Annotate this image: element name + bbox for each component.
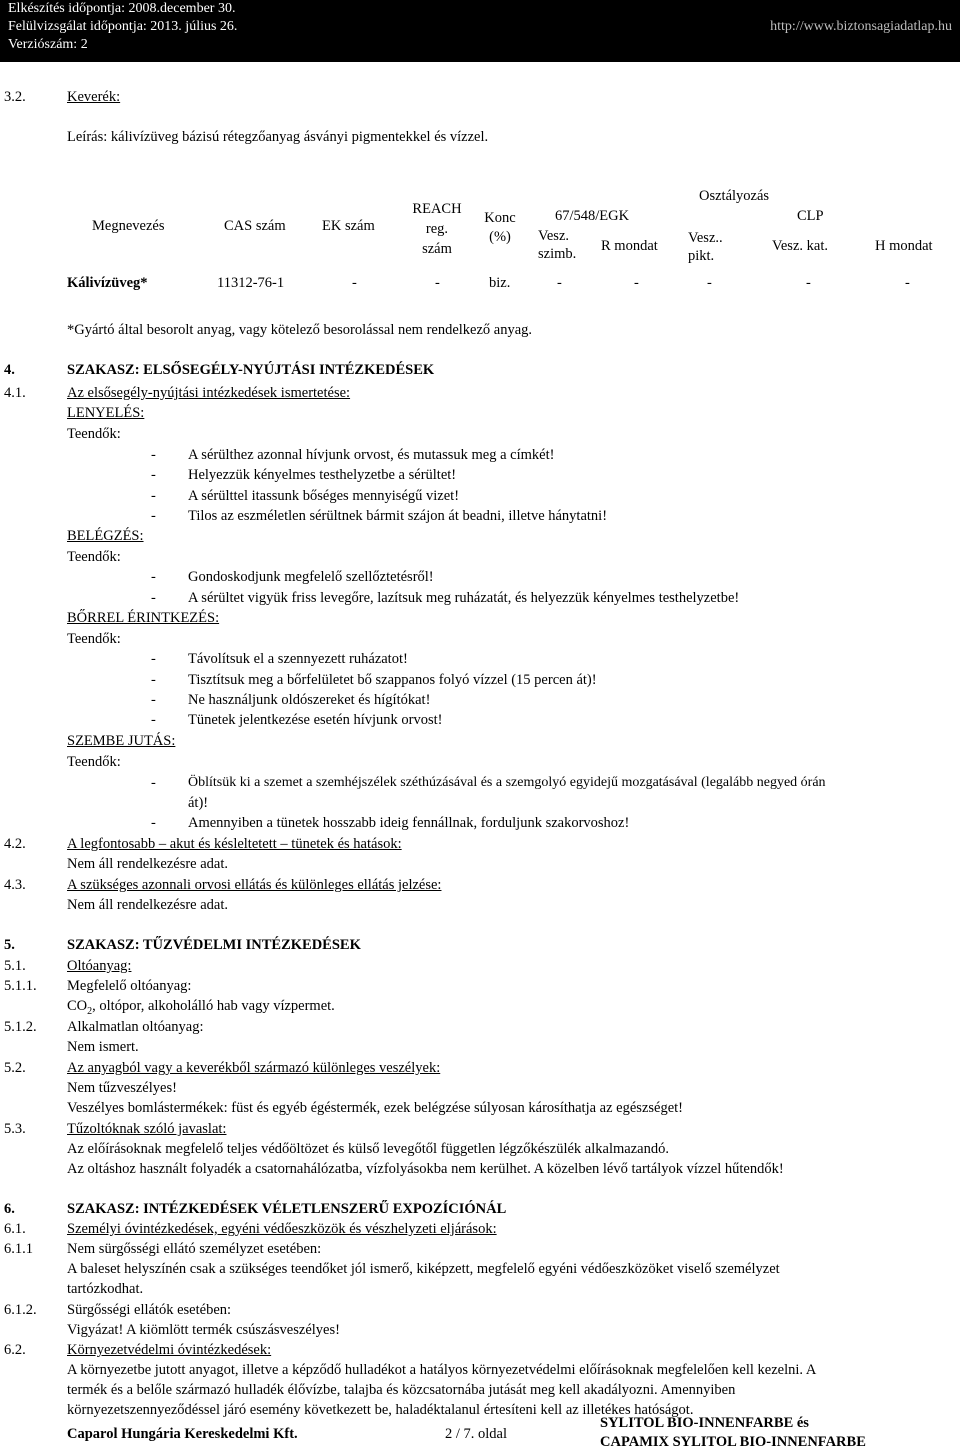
s62-title: Környezetvédelmi óvintézkedések: (67, 1342, 272, 1358)
th-vesz-pikt: Vesz.. pikt. (688, 230, 723, 264)
lenyeles-heading: LENYELÉS: (67, 405, 145, 421)
row-h-mondat: - (905, 275, 910, 291)
s5-number: 5. (4, 937, 15, 953)
s43-text: Nem áll rendelkezésre adat. (67, 897, 229, 913)
s611-text2: tartózkodhat. (67, 1281, 144, 1297)
s51-title: Oltóanyag: (67, 958, 132, 974)
row-cas: 11312-76-1 (217, 275, 285, 291)
s5-title: SZAKASZ: TŰZVÉDELMI INTÉZKEDÉSEK (67, 937, 361, 953)
s61-title: Személyi óvintézkedések, egyéni védőeszközök és vészhelyzeti eljárások: (67, 1221, 497, 1237)
teendok-label: Teendők: (67, 631, 121, 647)
version-number: Verziószám: 2 (8, 37, 88, 52)
s6-number: 6. (4, 1201, 15, 1217)
s6-title: SZAKASZ: INTÉZKEDÉSEK VÉLETLENSZERŰ EXPOZÍCIÓNÁL (67, 1201, 507, 1217)
row-ek: - (352, 275, 357, 291)
s52-text2: Veszélyes bomlástermékek: füst és egyéb égéstermék, ezek belégzése súlyosan károsíthatja az egészséget! (67, 1100, 683, 1116)
s42-text: Nem áll rendelkezésre adat. (67, 856, 229, 872)
footer-company: Caparol Hungária Kereskedelmi Kft. (67, 1426, 298, 1442)
s32-title: Keverék: (67, 89, 121, 105)
list-item: Ne használjunk oldószereket és hígítókat! (188, 692, 431, 708)
s51-number: 5.1. (4, 958, 26, 974)
s43-title: A szükséges azonnali orvosi ellátás és különleges ellátás jelzése: (67, 877, 442, 893)
s611-number: 6.1.1 (4, 1241, 33, 1257)
s32-description: Leírás: kálivízüveg bázisú rétegzőanyag ásványi pigmentekkel és vízzel. (67, 129, 489, 145)
page-header (0, 0, 960, 62)
th-vesz-kat: Vesz. kat. (772, 238, 828, 254)
th-ek: EK szám (322, 218, 375, 234)
s42-number: 4.2. (4, 836, 26, 852)
th-cas: CAS szám (224, 218, 286, 234)
row-vesz-pikt: - (707, 275, 712, 291)
list-item: Távolítsuk el a szennyezett ruházatot! (188, 651, 408, 667)
row-vesz-kat: - (806, 275, 811, 291)
s62-text2: termék és a belőle származó hulladék élővízbe, talajba és közcsatornába jutását meg kell akadályozni. Amennyiben (67, 1382, 736, 1398)
th-konc: Konc (%) (484, 210, 516, 245)
list-item: Helyezzük kényelmes testhelyzetbe a sérültet! (188, 467, 457, 483)
s62-number: 6.2. (4, 1342, 26, 1358)
th-clp: CLP (797, 208, 824, 224)
s511-text: $CO_2$, oltópor, alkoholálló hab vagy vízpermet. (67, 998, 335, 1017)
list-item: Tisztítsuk meg a bőrfelületet bő szappanos folyó vízzel (15 percen át)! (188, 672, 597, 688)
row-name: Kálivízüveg* (67, 275, 148, 291)
list-item: Tünetek jelentkezése esetén hívjunk orvost! (188, 712, 443, 728)
s52-number: 5.2. (4, 1060, 26, 1076)
table-footnote: *Gyártó által besorolt anyag, vagy kötelező besorolással nem rendelkező anyag. (67, 322, 533, 338)
s612-number: 6.1.2. (4, 1302, 37, 1318)
s612-title: Sürgősségi ellátók esetében: (67, 1302, 232, 1318)
teendok-label: Teendők: (67, 754, 121, 770)
list-item: Öblítsük ki a szemet a szemhéjszélek széthúzásával és a szemgolyó egyidejű mozgatásával (legalább negyed órán (188, 775, 826, 790)
s52-title: Az anyagból vagy a keverékből származó különleges veszélyek: (67, 1060, 441, 1076)
s512-text: Nem ismert. (67, 1039, 139, 1055)
teendok-label: Teendők: (67, 426, 121, 442)
s611-text1: A baleset helyszínén csak a szükséges teendőket jól ismerő, kiképzett, megfelelő egyéni védőeszközöket viselő személyzet (67, 1261, 780, 1277)
created-date: Elkészítés időpontja: 2008.december 30. (8, 1, 236, 16)
s53-text2: Az oltáshoz használt folyadék a csatornahálózatba, vízfolyásokba nem kerülhet. A közelben lévő tartályok vízzel hűtendők! (67, 1161, 784, 1177)
th-osztalyozas: Osztályozás (699, 188, 770, 204)
s41-title: Az elsősegély-nyújtási intézkedések ismertetése: (67, 385, 351, 401)
s41-number: 4.1. (4, 385, 26, 401)
s4-number: 4. (4, 362, 15, 378)
list-item-cont: át)! (188, 795, 209, 811)
th-reach: REACH reg. szám (412, 201, 462, 257)
th-egk: 67/548/EGK (555, 208, 630, 224)
teendok-label: Teendők: (67, 549, 121, 565)
s512-title: Alkalmatlan oltóanyag: (67, 1019, 204, 1035)
row-vesz-szimb: - (557, 275, 562, 291)
s53-number: 5.3. (4, 1121, 26, 1137)
header-url[interactable]: http://www.biztonsagiadatlap.hu (770, 19, 952, 34)
szembe-heading: SZEMBE JUTÁS: (67, 733, 176, 749)
s511-number: 5.1.1. (4, 978, 37, 994)
belegzes-heading: BELÉGZÉS: (67, 528, 144, 544)
list-item: Tilos az eszméletlen sérültnek bármit szájon át beadni, illetve hánytatni! (188, 508, 608, 524)
footer-product: SYLITOL BIO-INNENFARBE és CAPAMIX SYLITOL BIO-INNENFARBE (600, 1415, 866, 1450)
row-konc: biz. (489, 275, 511, 291)
s42-title: A legfontosabb – akut és késleltetett – tünetek és hatások: (67, 836, 402, 852)
row-r-mondat: - (634, 275, 639, 291)
s512-number: 5.1.2. (4, 1019, 37, 1035)
footer-page: 2 / 7. oldal (445, 1426, 508, 1442)
s511-title: Megfelelő oltóanyag: (67, 978, 192, 994)
s62-text3: környezetszennyeződéssel járó esemény következett be, haladéktalanul értesíteni kell az illetékes hatóságot. (67, 1402, 694, 1418)
list-item: A sérültet vigyük friss levegőre, lazítsuk meg ruházatát, és helyezzük kényelmes testhelyzetbe! (188, 590, 740, 606)
s611-title: Nem sürgősségi ellátó személyzet esetében: (67, 1241, 322, 1257)
s53-text1: Az előírásoknak megfelelő teljes védőöltözet és külső levegőtől független légzőkészülék alkalmazandó. (67, 1141, 669, 1157)
revision-date: Felülvizsgálat időpontja: 2013. július 26. (8, 19, 238, 34)
s62-text1: A környezetbe jutott anyagot, illetve a képződő hulladékot a hatályos környezetvédelmi előírásoknak megfelelően kell kezelni. A (67, 1362, 817, 1378)
row-reach: - (435, 275, 440, 291)
list-item: A sérülttel itassunk bőséges mennyiségű vizet! (188, 488, 460, 504)
s32-number: 3.2. (4, 89, 26, 105)
s61-number: 6.1. (4, 1221, 26, 1237)
th-r-mondat: R mondat (601, 238, 658, 254)
s4-title: SZAKASZ: ELSŐSEGÉLY-NYÚJTÁSI INTÉZKEDÉSEK (67, 362, 435, 378)
list-item: Amennyiben a tünetek hosszabb ideig fennállnak, forduljunk szakorvoshoz! (188, 815, 630, 831)
s612-text: Vigyázat! A kiömlött termék csúszásveszélyes! (67, 1322, 340, 1338)
th-name: Megnevezés (92, 218, 165, 234)
s43-number: 4.3. (4, 877, 26, 893)
list-item: Gondoskodjunk megfelelő szellőztetésről! (188, 569, 434, 585)
s53-title: Tűzoltóknak szóló javaslat: (67, 1121, 227, 1137)
s52-text1: Nem tűzveszélyes! (67, 1080, 177, 1096)
borrel-heading: BŐRREL ÉRINTKEZÉS: (67, 610, 220, 626)
th-vesz-szimb: Vesz. szimb. (538, 228, 577, 262)
list-item: A sérülthez azonnal hívjunk orvost, és mutassuk meg a címkét! (188, 447, 555, 463)
th-h-mondat: H mondat (875, 238, 933, 254)
